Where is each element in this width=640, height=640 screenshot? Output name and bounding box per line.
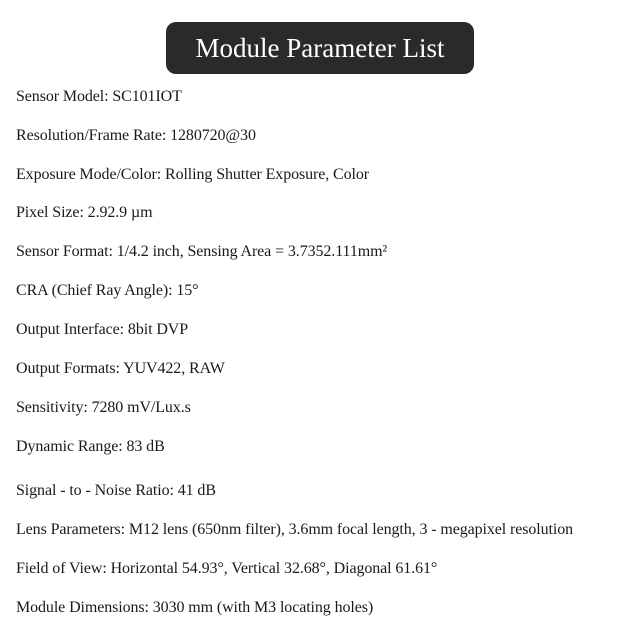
param-pixel-size: Pixel Size: 2.92.9 µm <box>16 204 153 221</box>
param-cra: CRA (Chief Ray Angle): 15° <box>16 282 199 299</box>
param-resolution: Resolution/Frame Rate: 1280720@30 <box>16 127 256 144</box>
param-snr: Signal - to - Noise Ratio: 41 dB <box>16 482 216 499</box>
param-lens: Lens Parameters: M12 lens (650nm filter), 3.6mm focal length, 3 - megapixel resolution <box>16 521 574 538</box>
param-output-formats: Output Formats: YUV422, RAW <box>16 360 225 377</box>
param-sensor-model: Sensor Model: SC101IOT <box>16 88 182 105</box>
param-output-interface: Output Interface: 8bit DVP <box>16 321 189 338</box>
param-dynamic-range: Dynamic Range: 83 dB <box>16 438 165 455</box>
param-dimensions: Module Dimensions: 3030 mm (with M3 locating holes) <box>16 599 374 616</box>
param-sensor-format: Sensor Format: 1/4.2 inch, Sensing Area = 3.7352.111mm² <box>16 243 388 260</box>
param-sensitivity: Sensitivity: 7280 mV/Lux.s <box>16 399 191 416</box>
page-title: Module Parameter List <box>166 22 474 74</box>
param-fov: Field of View: Horizontal 54.93°, Vertical 32.68°, Diagonal 61.61° <box>16 560 438 577</box>
param-exposure: Exposure Mode/Color: Rolling Shutter Exposure, Color <box>16 166 369 183</box>
